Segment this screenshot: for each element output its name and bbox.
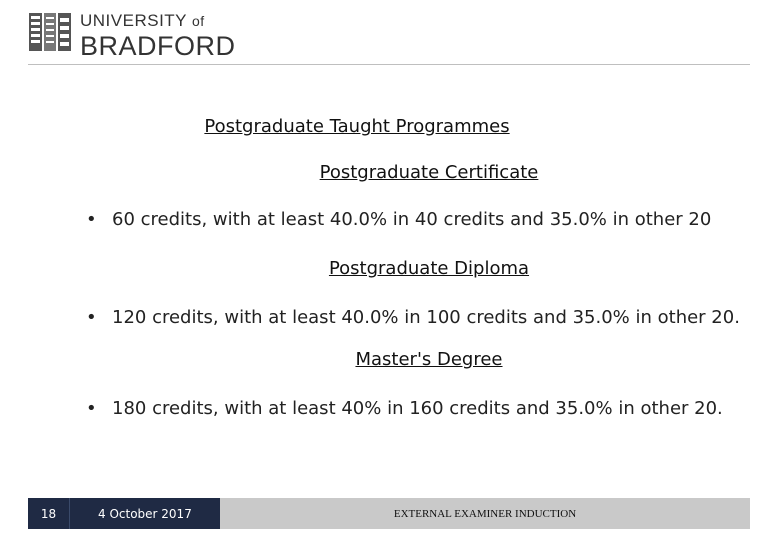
slide-title: Postgraduate Taught Programmes [204, 116, 510, 137]
bullet-diploma [86, 309, 766, 327]
slide-footer [28, 498, 750, 529]
section-heading-diploma: Postgraduate Diploma [328, 258, 530, 279]
bullet-certificate [86, 211, 766, 229]
header-divider [28, 64, 750, 65]
footer-title: EXTERNAL EXAMINER INDUCTION [220, 498, 750, 529]
bullet-text: 120 credits, with at least 40.0% in 100 credits and 35.0% in other 20. [112, 307, 740, 328]
section-heading-certificate: Postgraduate Certificate [319, 162, 539, 183]
university-logo [28, 12, 236, 60]
page-number: 18 [28, 498, 69, 529]
bullet-text: 60 credits, with at least 40.0% in 40 credits and 35.0% in other 20 [112, 209, 712, 230]
bullet-dot: • [86, 209, 97, 230]
university-crest-icon [28, 12, 72, 52]
logo-university-of: UNIVERSITY of [80, 11, 205, 30]
bullet-dot: • [86, 398, 97, 419]
section-heading-masters: Master's Degree [355, 349, 503, 370]
logo-bradford: BRADFORD [80, 31, 236, 61]
footer-date: 4 October 2017 [69, 498, 220, 529]
bullet-masters [86, 400, 766, 418]
bullet-dot: • [86, 307, 97, 328]
bullet-text: 180 credits, with at least 40% in 160 credits and 35.0% in other 20. [112, 398, 723, 419]
